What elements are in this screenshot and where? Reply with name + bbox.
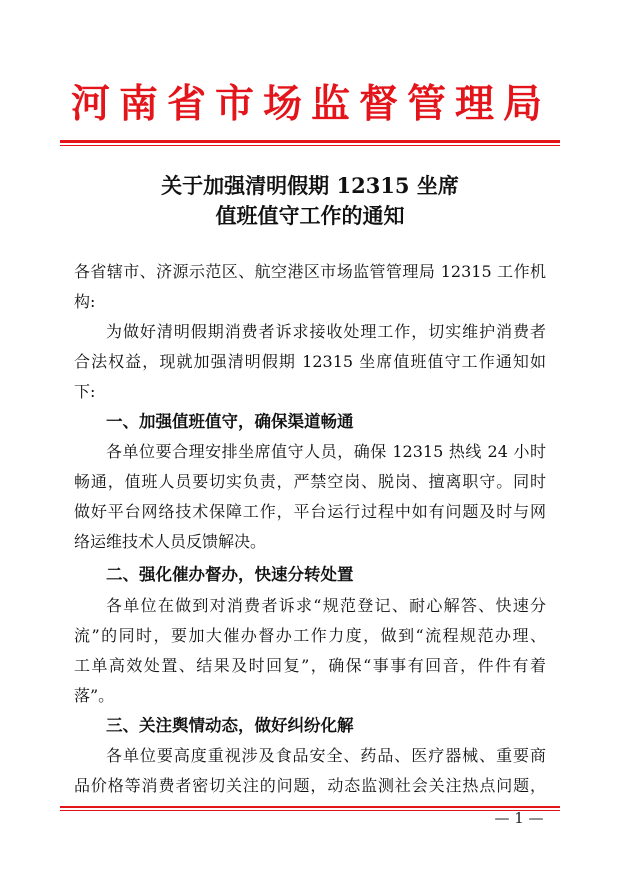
section-1-line-1: 各单位要合理安排坐席值守人员，确保 12315 热线 24 小时	[106, 442, 546, 461]
intro-line-2: 合法权益，现就加强清明假期 12315 坐席值班值守工作通知如	[74, 352, 546, 371]
org-header-title: 河南省市场监督管理局	[70, 81, 551, 127]
section-2-line-3: 工单高效处置、结果及时回复”，确保“事事有回音，件件有着	[74, 656, 546, 675]
header-red-rule-thick	[60, 140, 560, 143]
header-red-rule-thin	[60, 145, 560, 146]
intro-line-1: 为做好清明假期消费者诉求接收处理工作，切实维护消费者	[106, 322, 546, 341]
footer-red-rule-thin	[60, 810, 560, 811]
addressee-line-2: 构:	[74, 292, 96, 311]
addressee-line-1: 各省辖市、济源示范区、航空港区市场监管管理局 12315 工作机	[74, 262, 546, 281]
footer-red-rule-thick	[60, 806, 560, 808]
document-title-line-2: 值班值守工作的通知	[215, 203, 405, 228]
section-1-line-4: 络运维技术人员反馈解决。	[74, 532, 267, 551]
section-1-line-2: 畅通，值班人员要切实负责，严禁空岗、脱岗、擅离职守。同时	[74, 472, 546, 491]
section-3-heading: 三、关注舆情动态，做好纠纷化解	[106, 716, 354, 735]
section-2-line-4: 落”。	[74, 686, 115, 705]
section-2-line-1: 各单位在做到对消费者诉求“规范登记、耐心解答、快速分	[106, 596, 546, 615]
section-2-line-2: 流”的同时，要加大催办督办工作力度，做到“流程规范办理、	[74, 626, 546, 645]
section-3-line-2: 品价格等消费者密切关注的问题，动态监测社会关注热点问题，	[74, 776, 546, 795]
intro-line-3: 下:	[74, 382, 96, 401]
section-1-heading: 一、加强值班值守，确保渠道畅通	[106, 412, 354, 431]
section-3-line-1: 各单位要高度重视涉及食品安全、药品、医疗器械、重要商	[106, 746, 546, 765]
section-2-heading: 二、强化催办督办，快速分转处置	[106, 565, 354, 584]
page-number: — 1 —	[494, 809, 544, 827]
document-title-line-1: 关于加强清明假期 12315 坐席	[161, 173, 459, 198]
section-1-line-3: 做好平台网络技术保障工作，平台运行过程中如有问题及时与网	[74, 502, 546, 521]
